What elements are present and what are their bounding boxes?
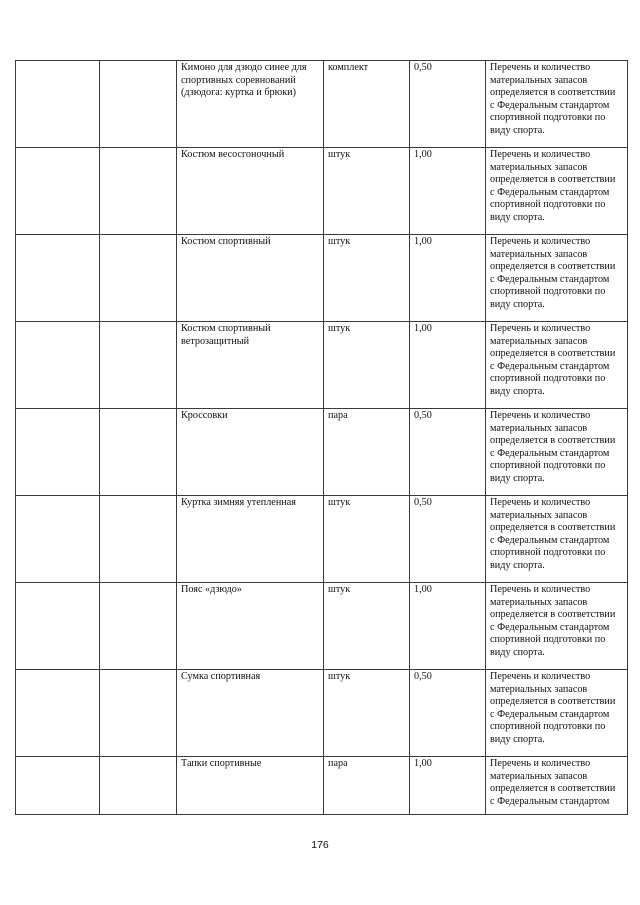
unit-cell	[324, 583, 410, 670]
note-cell	[486, 757, 628, 815]
item-name-cell	[177, 409, 324, 496]
item-unit: штук	[328, 149, 351, 160]
item-quantity: 1,00	[414, 584, 432, 595]
empty-cell	[16, 757, 100, 815]
item-note: Перечень и количество материальных запасов определяется в соответствии с Федеральным стандартом спортивной подготовки по виду спорта.	[490, 671, 616, 745]
note-cell	[486, 148, 628, 235]
item-name-cell	[177, 757, 324, 815]
item-quantity: 0,50	[414, 671, 432, 682]
table-row	[16, 496, 628, 583]
item-note: Перечень и количество материальных запасов определяется в соответствии с Федеральным стандартом спортивной подготовки по виду спорта.	[490, 410, 616, 484]
empty-cell	[16, 670, 100, 757]
empty-cell	[16, 583, 100, 670]
empty-cell	[100, 148, 177, 235]
table-row	[16, 235, 628, 322]
item-name: Кроссовки	[181, 410, 228, 421]
empty-cell	[100, 583, 177, 670]
table-row	[16, 757, 628, 815]
item-quantity: 1,00	[414, 236, 432, 247]
empty-cell	[100, 409, 177, 496]
quantity-cell	[410, 496, 486, 583]
table-container	[15, 60, 627, 815]
quantity-cell	[410, 61, 486, 148]
quantity-cell	[410, 583, 486, 670]
empty-cell	[100, 235, 177, 322]
empty-cell	[16, 322, 100, 409]
empty-cell	[100, 496, 177, 583]
item-name: Куртка зимняя утепленная	[181, 497, 296, 508]
note-cell	[486, 583, 628, 670]
quantity-cell	[410, 148, 486, 235]
quantity-cell	[410, 409, 486, 496]
table-row	[16, 61, 628, 148]
item-quantity: 0,50	[414, 497, 432, 508]
table-row	[16, 322, 628, 409]
unit-cell	[324, 496, 410, 583]
unit-cell	[324, 409, 410, 496]
item-note: Перечень и количество материальных запасов определяется в соответствии с Федеральным стандартом спортивной подготовки по виду спорта.	[490, 497, 616, 571]
empty-cell	[16, 409, 100, 496]
item-name: Пояс «дзюдо»	[181, 584, 242, 595]
quantity-cell	[410, 235, 486, 322]
item-name: Костюм весосгоночный	[181, 149, 285, 160]
empty-cell	[16, 496, 100, 583]
item-name-cell	[177, 235, 324, 322]
empty-cell	[100, 322, 177, 409]
table-row	[16, 670, 628, 757]
table-row	[16, 583, 628, 670]
item-unit: штук	[328, 323, 351, 334]
item-unit: комплект	[328, 62, 369, 73]
unit-cell	[324, 670, 410, 757]
item-unit: пара	[328, 410, 348, 421]
item-name: Костюм спортивный ветрозащитный	[181, 323, 271, 347]
item-name-cell	[177, 583, 324, 670]
note-cell	[486, 409, 628, 496]
item-note: Перечень и количество материальных запасов определяется в соответствии с Федеральным стандартом	[490, 758, 616, 807]
item-name: Костюм спортивный	[181, 236, 271, 247]
unit-cell	[324, 757, 410, 815]
item-note: Перечень и количество материальных запасов определяется в соответствии с Федеральным стандартом спортивной подготовки по виду спорта.	[490, 323, 616, 397]
item-note: Перечень и количество материальных запасов определяется в соответствии с Федеральным стандартом спортивной подготовки по виду спорта.	[490, 584, 616, 658]
item-unit: штук	[328, 584, 351, 595]
item-name: Тапки спортивные	[181, 758, 262, 769]
page-number: 176	[311, 839, 329, 851]
empty-cell	[16, 148, 100, 235]
item-quantity: 0,50	[414, 62, 432, 73]
item-unit: штук	[328, 497, 351, 508]
supply-table	[15, 60, 628, 815]
note-cell	[486, 496, 628, 583]
item-name-cell	[177, 148, 324, 235]
item-note: Перечень и количество материальных запасов определяется в соответствии с Федеральным стандартом спортивной подготовки по виду спорта.	[490, 149, 616, 223]
item-name-cell	[177, 496, 324, 583]
empty-cell	[16, 235, 100, 322]
item-name-cell	[177, 670, 324, 757]
unit-cell	[324, 148, 410, 235]
table-row	[16, 148, 628, 235]
note-cell	[486, 322, 628, 409]
item-unit: пара	[328, 758, 348, 769]
item-name-cell	[177, 322, 324, 409]
item-name: Кимоно для дзюдо синее для спортивных соревнований (дзюдога: куртка и брюки)	[181, 62, 307, 99]
empty-cell	[16, 61, 100, 148]
unit-cell	[324, 322, 410, 409]
quantity-cell	[410, 322, 486, 409]
item-name-cell	[177, 61, 324, 148]
item-quantity: 0,50	[414, 410, 432, 421]
item-name: Сумка спортивная	[181, 671, 261, 682]
quantity-cell	[410, 757, 486, 815]
note-cell	[486, 670, 628, 757]
item-note: Перечень и количество материальных запасов определяется в соответствии с Федеральным стандартом спортивной подготовки по виду спорта.	[490, 236, 616, 310]
empty-cell	[100, 757, 177, 815]
item-quantity: 1,00	[414, 758, 432, 769]
empty-cell	[100, 61, 177, 148]
item-unit: штук	[328, 671, 351, 682]
empty-cell	[100, 670, 177, 757]
item-unit: штук	[328, 236, 351, 247]
table-row	[16, 409, 628, 496]
item-note: Перечень и количество материальных запасов определяется в соответствии с Федеральным стандартом спортивной подготовки по виду спорта.	[490, 62, 616, 136]
quantity-cell	[410, 670, 486, 757]
unit-cell	[324, 61, 410, 148]
unit-cell	[324, 235, 410, 322]
note-cell	[486, 61, 628, 148]
note-cell	[486, 235, 628, 322]
item-quantity: 1,00	[414, 149, 432, 160]
item-quantity: 1,00	[414, 323, 432, 334]
